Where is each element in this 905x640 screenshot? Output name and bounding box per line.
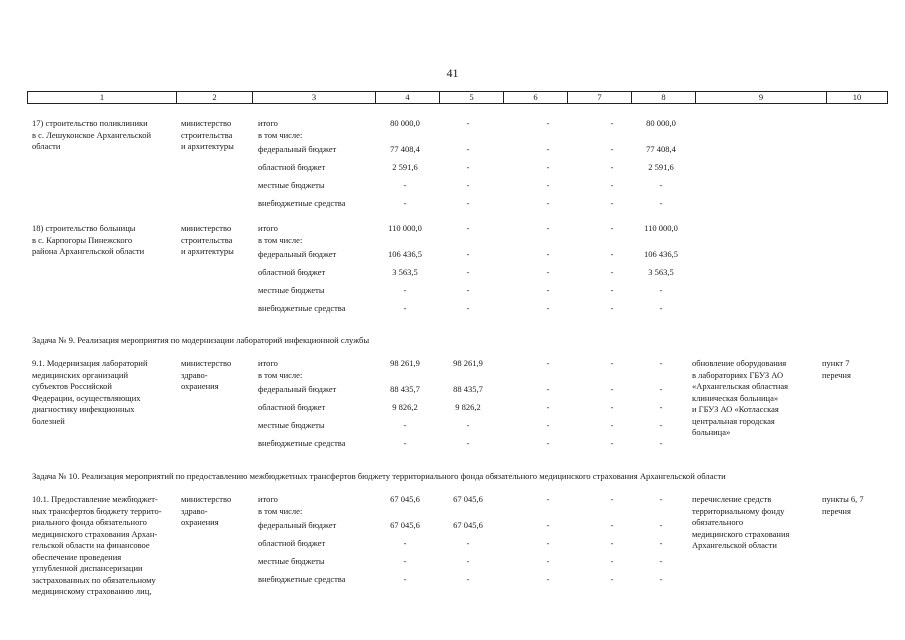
amount-cell: - [610,198,614,208]
funding-source: итого [258,223,278,233]
list-reference: пункт 7 [822,358,850,368]
measure-name: медицинского страхования Архан- [32,528,158,539]
amount-cell: 67 045,6 [453,520,483,530]
amount-cell: - [403,303,407,313]
executor-name: строительства [181,129,233,140]
amount-cell: - [546,358,550,368]
funding-source: внебюджетные средства [258,198,346,208]
measure-name: углубленной диспансеризации [32,563,143,573]
amount-cell: - [610,538,614,548]
column-header: 6 [504,92,568,104]
measure-name: болезней [32,415,65,426]
amount-cell: - [546,223,550,233]
expected-result: и ГБУЗ АО «Котласская [692,404,779,414]
amount-cell: 77 408,4 [646,144,676,154]
measure-name: 9.1. Модернизация лабораторий [32,358,148,368]
amount-cell: - [403,198,407,208]
amount-cell: - [659,384,663,394]
expected-result: больница» [692,427,731,437]
funding-source: внебюджетные средства [258,303,346,313]
measure-name: риального фонда обязательного [32,517,147,527]
funding-source: федеральный бюджет [258,249,337,259]
measure-name: диагностику инфекционных [32,404,135,414]
column-header: 2 [177,92,253,104]
column-header: 10 [827,92,888,104]
measure-name: 18) строительство больницы [32,223,136,233]
funding-source: местные бюджеты [258,285,325,295]
column-header: 1 [28,92,177,104]
amount-cell: - [659,538,663,548]
amount-cell: 2 591,6 [648,162,674,172]
amount-cell: 9 826,2 [455,402,481,412]
funding-source: внебюджетные средства [258,574,346,584]
list-reference: перечня [822,369,851,380]
amount-cell: - [466,180,470,190]
amount-cell: - [659,438,663,448]
measure-name: в с. Карпогоры Пинежского [32,234,133,245]
executor-name: строительства [181,234,233,245]
amount-cell: - [466,267,470,277]
funding-source: итого [258,358,278,368]
expected-result: клиническая больница» [692,392,779,403]
amount-cell: - [610,118,614,128]
amount-cell: 2 591,6 [392,162,418,172]
measure-name: медицинских организаций [32,369,129,380]
amount-cell: - [546,267,550,277]
amount-cell: 80 000,0 [646,118,676,128]
column-header: 3 [253,92,376,104]
funding-source: областной бюджет [258,402,326,412]
amount-cell: - [610,556,614,566]
amount-cell: - [659,520,663,530]
funding-source: областной бюджет [258,162,326,172]
expected-result: территориальному фонду [692,505,785,516]
amount-cell: - [610,358,614,368]
column-header: 5 [440,92,504,104]
list-reference: пункты 6, 7 [822,494,864,504]
amount-cell: - [546,494,550,504]
measure-name: гельской области на финансовое [32,540,150,550]
expected-result: перечисление средств [692,494,772,504]
amount-cell: - [610,180,614,190]
amount-cell: - [466,556,470,566]
measure-name: Федерации, осуществляющих [32,392,141,403]
funding-source: в том числе: [258,505,303,516]
expected-result: центральная городская [692,415,775,426]
measure-name: ных трансфертов бюджету террито- [32,505,162,516]
column-header: 4 [376,92,440,104]
amount-cell: 77 408,4 [390,144,420,154]
amount-cell: - [610,384,614,394]
amount-cell: - [610,494,614,504]
executor-name: министерство [181,358,232,368]
funding-source: местные бюджеты [258,556,325,566]
amount-cell: - [610,303,614,313]
amount-cell: - [546,162,550,172]
amount-cell: 98 261,9 [453,358,483,368]
measure-name: 17) строительство поликлиники [32,118,148,128]
amount-cell: - [546,574,550,584]
amount-cell: - [466,420,470,430]
funding-source: областной бюджет [258,267,326,277]
column-number-header [27,91,888,104]
measure-name: субъектов Российской [32,381,112,391]
funding-source: федеральный бюджет [258,384,337,394]
amount-cell: - [546,303,550,313]
amount-cell: - [466,303,470,313]
measure-name: района Архангельской области [32,246,145,256]
executor-name: и архитектуры [181,141,234,151]
funding-source: в том числе: [258,234,303,245]
amount-cell: - [466,118,470,128]
executor-name: здраво- [181,505,208,516]
measure-name: медицинскому страхованию лиц, [32,586,152,596]
expected-result: медицинского страхования [692,528,790,539]
amount-cell: - [466,223,470,233]
amount-cell: - [546,198,550,208]
amount-cell: - [546,556,550,566]
funding-source: федеральный бюджет [258,144,337,154]
task-heading: Задача № 9. Реализация мероприятия по модернизации лабораторий инфекционной службы [32,335,370,345]
amount-cell: - [659,574,663,584]
amount-cell: - [546,420,550,430]
amount-cell: - [610,223,614,233]
amount-cell: - [403,556,407,566]
amount-cell: - [610,438,614,448]
funding-source: в том числе: [258,369,303,380]
amount-cell: - [610,402,614,412]
amount-cell: 9 826,2 [392,402,418,412]
page-number: 41 [446,66,459,80]
amount-cell: - [610,249,614,259]
column-header: 7 [568,92,632,104]
amount-cell: - [610,574,614,584]
funding-source: федеральный бюджет [258,520,337,530]
executor-name: министерство [181,118,232,128]
amount-cell: - [610,144,614,154]
amount-cell: 3 563,5 [648,267,674,277]
expected-result: обновление оборудования [692,358,787,368]
expected-result: в лабораториях ГБУЗ АО [692,369,784,380]
funding-source: областной бюджет [258,538,326,548]
amount-cell: - [546,438,550,448]
executor-name: министерство [181,494,232,504]
amount-cell: - [546,384,550,394]
amount-cell: - [466,144,470,154]
amount-cell: - [659,556,663,566]
amount-cell: - [546,538,550,548]
executor-name: и архитектуры [181,246,234,256]
task-heading: Задача № 10. Реализация мероприятий по предоставлению межбюджетных трансфертов бюджету территориального фонда обязательного медицинского страхования Архангельской области [32,471,726,481]
amount-cell: 106 436,5 [388,249,422,259]
amount-cell: 67 045,6 [453,494,483,504]
column-header: 9 [696,92,827,104]
amount-cell: 88 435,7 [453,384,483,394]
expected-result: «Архангельская областная [692,381,789,391]
amount-cell: - [466,285,470,295]
amount-cell: - [659,285,663,295]
measure-name: застрахованных по обязательному [32,574,156,585]
funding-source: итого [258,118,278,128]
amount-cell: - [466,538,470,548]
amount-cell: - [659,494,663,504]
amount-cell: - [659,303,663,313]
measure-name: в с. Лешуконское Архангельской [32,129,152,140]
amount-cell: 110 000,0 [644,223,678,233]
measure-name: области [32,141,61,151]
executor-name: министерство [181,223,232,233]
amount-cell: - [466,438,470,448]
amount-cell: - [546,520,550,530]
amount-cell: - [546,144,550,154]
amount-cell: - [466,249,470,259]
amount-cell: 106 436,5 [644,249,678,259]
measure-name: обеспечение проведения [32,551,122,562]
amount-cell: 98 261,9 [390,358,420,368]
amount-cell: - [403,180,407,190]
amount-cell: - [546,249,550,259]
expected-result: Архангельской области [692,540,777,550]
executor-name: охранения [181,517,219,527]
amount-cell: 110 000,0 [388,223,422,233]
measure-name: 10.1. Предоставление межбюджет- [32,494,158,504]
amount-cell: - [466,574,470,584]
executor-name: охранения [181,381,219,391]
amount-cell: - [466,198,470,208]
amount-cell: 67 045,6 [390,520,420,530]
amount-cell: - [610,285,614,295]
amount-cell: - [546,402,550,412]
funding-source: местные бюджеты [258,180,325,190]
amount-cell: - [403,538,407,548]
amount-cell: - [610,420,614,430]
amount-cell: - [403,420,407,430]
amount-cell: - [546,180,550,190]
amount-cell: - [610,162,614,172]
amount-cell: - [466,162,470,172]
list-reference: перечня [822,505,851,516]
funding-source: местные бюджеты [258,420,325,430]
amount-cell: - [659,198,663,208]
column-header: 8 [632,92,696,104]
amount-cell: - [403,574,407,584]
amount-cell: - [403,285,407,295]
amount-cell: - [546,118,550,128]
amount-cell: 88 435,7 [390,384,420,394]
amount-cell: - [403,438,407,448]
expected-result: обязательного [692,517,744,527]
funding-source: в том числе: [258,129,303,140]
amount-cell: - [546,285,550,295]
amount-cell: - [659,180,663,190]
amount-cell: - [659,402,663,412]
amount-cell: - [610,520,614,530]
amount-cell: 3 563,5 [392,267,418,277]
amount-cell: - [659,420,663,430]
amount-cell: - [610,267,614,277]
amount-cell: - [659,358,663,368]
amount-cell: 67 045,6 [390,494,420,504]
funding-source: внебюджетные средства [258,438,346,448]
amount-cell: 80 000,0 [390,118,420,128]
funding-source: итого [258,494,278,504]
executor-name: здраво- [181,369,208,380]
